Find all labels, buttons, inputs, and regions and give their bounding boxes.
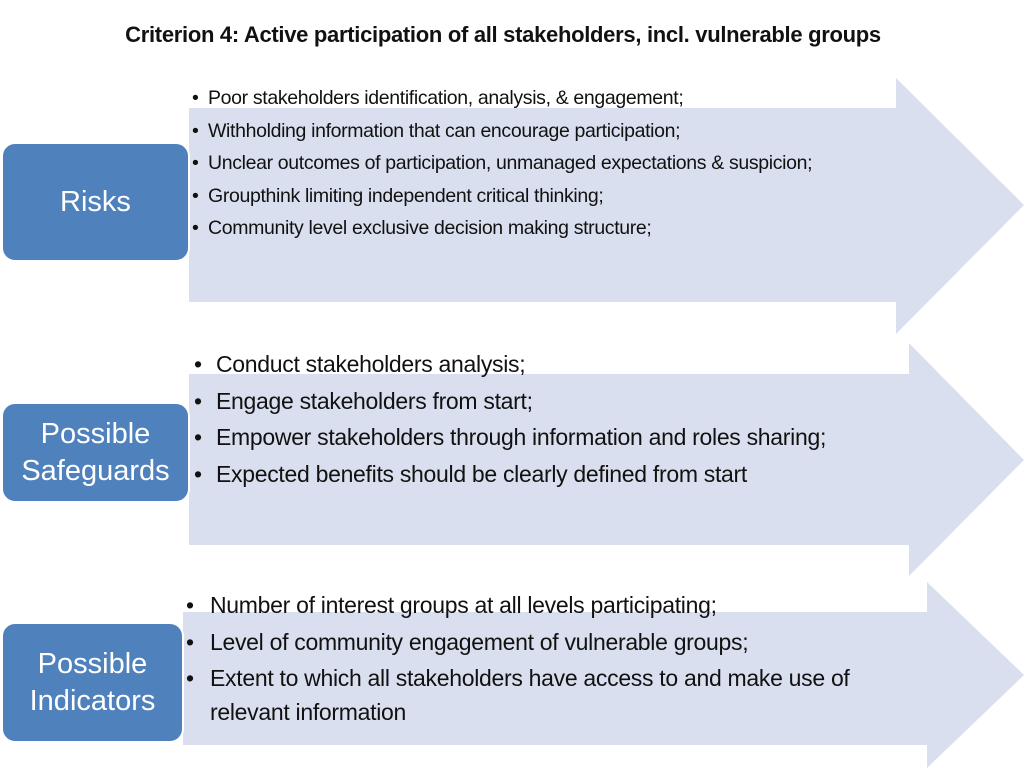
indicators-list (182, 587, 972, 727)
risks-label-box (1, 142, 190, 262)
safeguards-list (190, 346, 826, 492)
indicators-label: Possible Indicators (29, 648, 156, 717)
safeguards-item: • Engage stakeholders from start; (190, 383, 826, 420)
indicators-item: • Level of community engagement of vulnerable groups; (182, 624, 972, 661)
safeguards-label: Possible Safeguards (21, 418, 170, 487)
indicators-item (182, 660, 972, 727)
risks-list (188, 82, 812, 245)
safeguards-item: • Conduct stakeholders analysis; (190, 346, 826, 383)
risks-item: • Withholding information that can encourage participation; (188, 115, 812, 148)
indicators-item: • Number of interest groups at all levels participating; (182, 587, 972, 624)
safeguards-item: • Empower stakeholders through information and roles sharing; (190, 419, 826, 456)
indicators-item-continuation: relevant information (210, 698, 406, 725)
indicators-label-box (1, 622, 184, 743)
risks-item: • Poor stakeholders identification, analysis, & engagement; (188, 82, 812, 115)
risks-label: Risks (60, 185, 131, 218)
indicators-item-text: Extent to which all stakeholders have access to and make use of (210, 665, 850, 692)
risks-item: • Unclear outcomes of participation, unmanaged expectations & suspicion; (188, 147, 812, 180)
safeguards-item: • Expected benefits should be clearly defined from start (190, 456, 826, 493)
risks-item: • Groupthink limiting independent critical thinking; (188, 180, 812, 213)
page-title: Criterion 4: Active participation of all stakeholders, incl. vulnerable groups (125, 22, 881, 47)
safeguards-label-box (1, 402, 190, 503)
risks-item: • Community level exclusive decision making structure; (188, 212, 812, 245)
